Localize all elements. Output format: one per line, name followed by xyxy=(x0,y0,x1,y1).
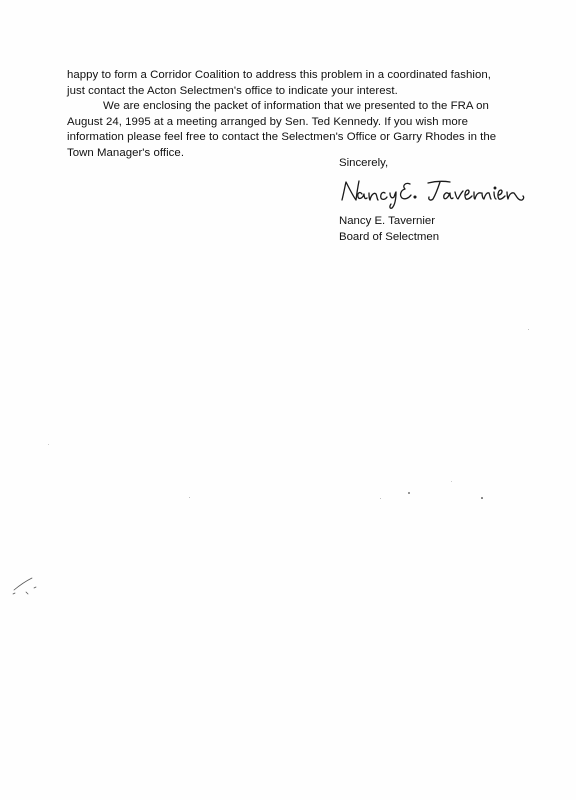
body-line-3: We are enclosing the packet of information that we presented to the FRA on xyxy=(103,100,489,113)
body-line-5: information please feel free to contact the Selectmen's Office or Garry Rhodes in the xyxy=(67,131,497,144)
scan-speck xyxy=(528,329,529,330)
scan-speck xyxy=(189,497,190,498)
body-line-4: August 24, 1995 at a meeting arranged by Sen. Ted Kennedy. If you wish more xyxy=(67,115,468,128)
body-line-1: happy to form a Corridor Coalition to address this problem in a coordinated fashion, xyxy=(67,69,491,81)
scan-speck xyxy=(48,444,49,445)
signer-title: Board of Selectmen xyxy=(339,230,440,243)
closing: Sincerely, xyxy=(339,157,389,169)
scan-speck xyxy=(408,492,410,494)
letter-body xyxy=(67,68,537,162)
scan-speck xyxy=(451,481,452,482)
handwritten-signature xyxy=(336,172,536,212)
scan-speck xyxy=(380,498,381,499)
signer-name: Nancy E. Tavernier xyxy=(339,215,436,227)
scan-speck xyxy=(481,497,483,499)
body-line-2: just contact the Acton Selectmen's office to indicate your interest. xyxy=(67,84,398,97)
signer-block xyxy=(339,214,439,245)
body-line-6: Town Manager's office. xyxy=(67,146,185,159)
scan-margin-mark xyxy=(10,574,40,600)
